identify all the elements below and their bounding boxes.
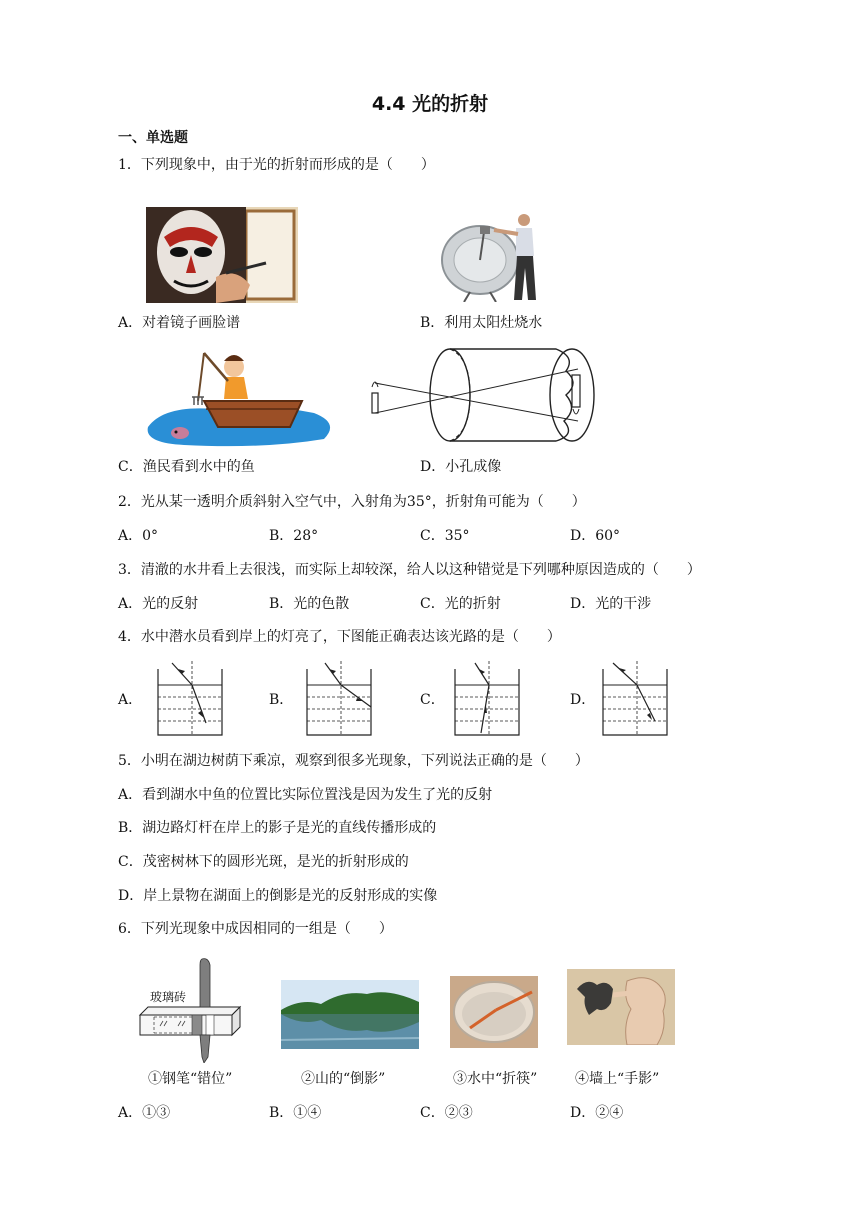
q4-diagram-d <box>599 661 671 737</box>
q4-diagram-c <box>451 661 523 737</box>
q6-option-b: B．①④ <box>269 1105 322 1121</box>
q2-option-c: C．35° <box>420 528 470 544</box>
q1-option-b: B．利用太阳灶烧水 <box>420 315 543 331</box>
q6-caption-1: ①钢笔“错位” <box>148 1071 233 1087</box>
q1-solar-cooker-image <box>440 210 552 302</box>
q6-caption-4: ④墙上“手影” <box>575 1071 660 1087</box>
q4-option-d: D． <box>570 692 596 708</box>
q5-option-a: A．看到湖水中鱼的位置比实际位置浅是因为发生了光的反射 <box>118 787 493 803</box>
q6-pen-glass-brick-image <box>136 957 242 1063</box>
q6-hand-shadow-image <box>567 969 675 1045</box>
q1-fisherman-boat-image <box>144 343 342 447</box>
q6-mountain-reflection-image <box>281 980 419 1049</box>
question-6-stem: 6．下列光现象中成因相同的一组是（ ） <box>118 921 393 937</box>
q6-glass-brick-label: 玻璃砖 <box>150 990 187 1004</box>
question-4-stem: 4．水中潜水员看到岸上的灯亮了，下图能正确表达该光路的是（ ） <box>118 629 561 645</box>
q5-option-c: C．茂密树林下的圆形光斑，是光的折射形成的 <box>118 854 409 870</box>
question-3-stem: 3．清澈的水井看上去很浅，而实际上却较深，给人以这种错觉是下列哪种原因造成的（ ） <box>118 562 701 578</box>
section-heading: 一、单选题 <box>118 130 188 146</box>
q4-option-b: B． <box>269 692 294 708</box>
q2-option-b: B．28° <box>269 528 319 544</box>
q5-option-b: B．湖边路灯杆在岸上的影子是光的直线传播形成的 <box>118 820 437 836</box>
q6-option-d: D．②④ <box>570 1105 624 1121</box>
q4-option-c: C． <box>420 692 445 708</box>
q6-chopstick-in-water-image <box>450 976 538 1048</box>
q3-option-a: A．光的反射 <box>118 596 199 612</box>
q4-diagram-a <box>154 661 226 737</box>
q6-caption-3: ③水中“折筷” <box>453 1071 538 1087</box>
q6-option-c: C．②③ <box>420 1105 473 1121</box>
q3-option-c: C．光的折射 <box>420 596 501 612</box>
q1-option-c: C．渔民看到水中的鱼 <box>118 459 255 475</box>
question-1-stem: 1．下列现象中，由于光的折射而形成的是（ ） <box>118 157 435 173</box>
q1-option-d: D．小孔成像 <box>420 459 502 475</box>
q2-option-a: A．0° <box>118 528 159 544</box>
q6-caption-2: ②山的“倒影” <box>301 1071 386 1087</box>
q3-option-b: B．光的色散 <box>269 596 350 612</box>
page-title: 4.4 光的折射 <box>371 93 489 115</box>
question-2-stem: 2．光从某一透明介质斜射入空气中，入射角为35°，折射角可能为（ ） <box>118 494 586 510</box>
question-5-stem: 5．小明在湖边树荫下乘凉，观察到很多光现象，下列说法正确的是（ ） <box>118 753 589 769</box>
q5-option-d: D．岸上景物在湖面上的倒影是光的反射形成的实像 <box>118 888 438 904</box>
q1-option-a: A．对着镜子画脸谱 <box>118 315 241 331</box>
q4-option-a: A． <box>118 692 143 708</box>
q2-option-d: D．60° <box>570 528 621 544</box>
q1-mask-painting-image <box>146 207 298 303</box>
q1-pinhole-camera-diagram <box>366 347 596 443</box>
q6-option-a: A．①③ <box>118 1105 171 1121</box>
q3-option-d: D．光的干涉 <box>570 596 652 612</box>
q4-diagram-b <box>303 661 375 737</box>
